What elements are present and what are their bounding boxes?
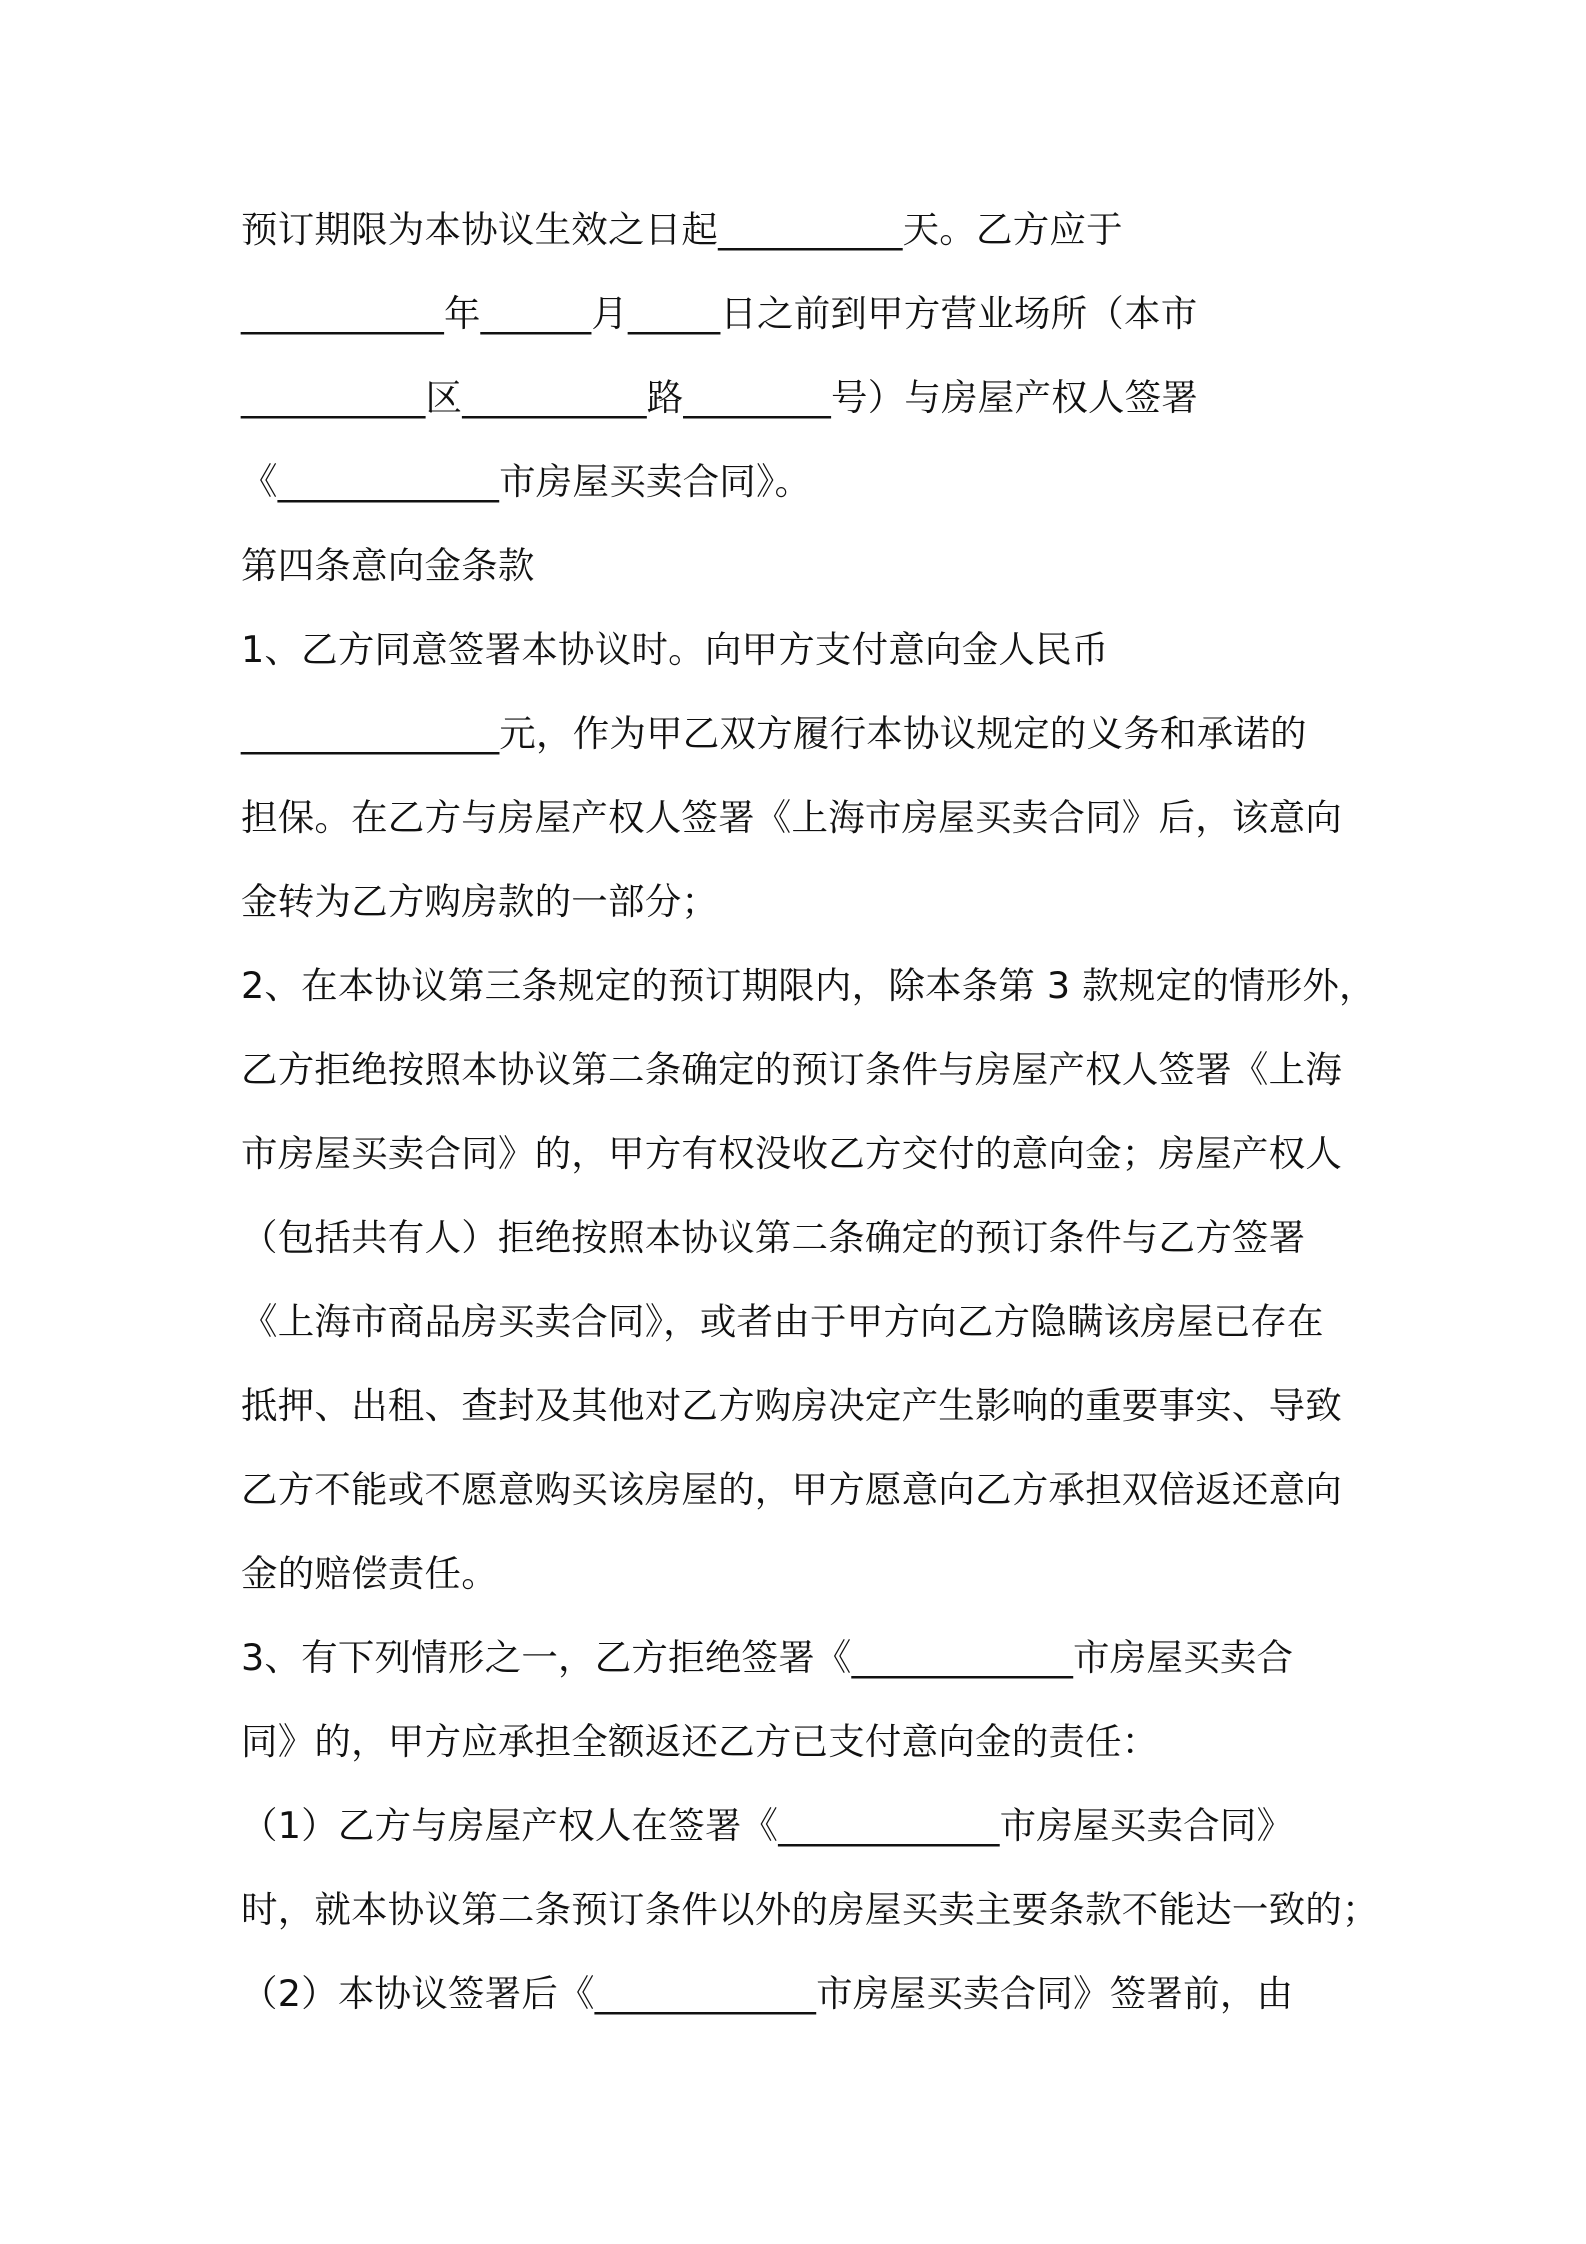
clause-2-line-5: 《上海市商品房买卖合同》，或者由于甲方向乙方隐瞒该房屋已存在 (241, 1300, 1324, 1343)
clause-2-line-1: 2、在本协议第三条规定的预订期限内，除本条第 3 款规定的情形外， (241, 964, 1376, 1007)
text-line-date: ___________年______月_____日之前到甲方营业场所（本市 (241, 292, 1198, 335)
clause-1-line-1: 1、乙方同意签署本协议时。向甲方支付意向金人民币 (241, 628, 1109, 671)
clause-2-line-3: 市房屋买卖合同》的，甲方有权没收乙方交付的意向金；房屋产权人 (241, 1132, 1342, 1175)
clause-1-line-4: 金转为乙方购房款的一部分； (241, 880, 719, 923)
clause-1-line-2: ______________元，作为甲乙双方履行本协议规定的义务和承诺的 (241, 712, 1307, 755)
clause-3-line-1: 3、有下列情形之一，乙方拒绝签署《____________市房屋买卖合 (241, 1636, 1294, 1679)
clause-2-line-8: 金的赔偿责任。 (241, 1552, 498, 1595)
clause-1-line-3: 担保。在乙方与房屋产权人签署《上海市房屋买卖合同》后，该意向 (241, 796, 1342, 839)
clause-2-line-4: （包括共有人）拒绝按照本协议第二条确定的预订条件与乙方签署 (241, 1216, 1306, 1259)
clause-3-line-2: 同》的，甲方应承担全额返还乙方已支付意向金的责任： (241, 1720, 1159, 1763)
text-line-address: __________区__________路________号）与房屋产权人签署 (241, 376, 1198, 419)
clause-2-line-6: 抵押、出租、查封及其他对乙方购房决定产生影响的重要事实、导致 (241, 1384, 1342, 1427)
clause-3-item-1-line-1: （1）乙方与房屋产权人在签署《____________市房屋买卖合同》 (241, 1804, 1294, 1847)
clause-2-line-7: 乙方不能或不愿意购买该房屋的，甲方愿意向乙方承担双倍返还意向 (241, 1468, 1342, 1511)
clause-3-item-2-line-1: （2）本协议签署后《____________市房屋买卖合同》签署前，由 (241, 1972, 1294, 2015)
text-line-deadline: 预订期限为本协议生效之日起__________天。乙方应于 (241, 208, 1123, 251)
section-heading-article-4: 第四条意向金条款 (241, 544, 535, 587)
clause-3-item-1-line-2: 时，就本协议第二条预订条件以外的房屋买卖主要条款不能达一致的； (241, 1888, 1379, 1931)
text-line-contract-name: 《____________市房屋买卖合同》。 (241, 460, 812, 503)
clause-2-line-2: 乙方拒绝按照本协议第二条确定的预订条件与房屋产权人签署《上海 (241, 1048, 1342, 1091)
